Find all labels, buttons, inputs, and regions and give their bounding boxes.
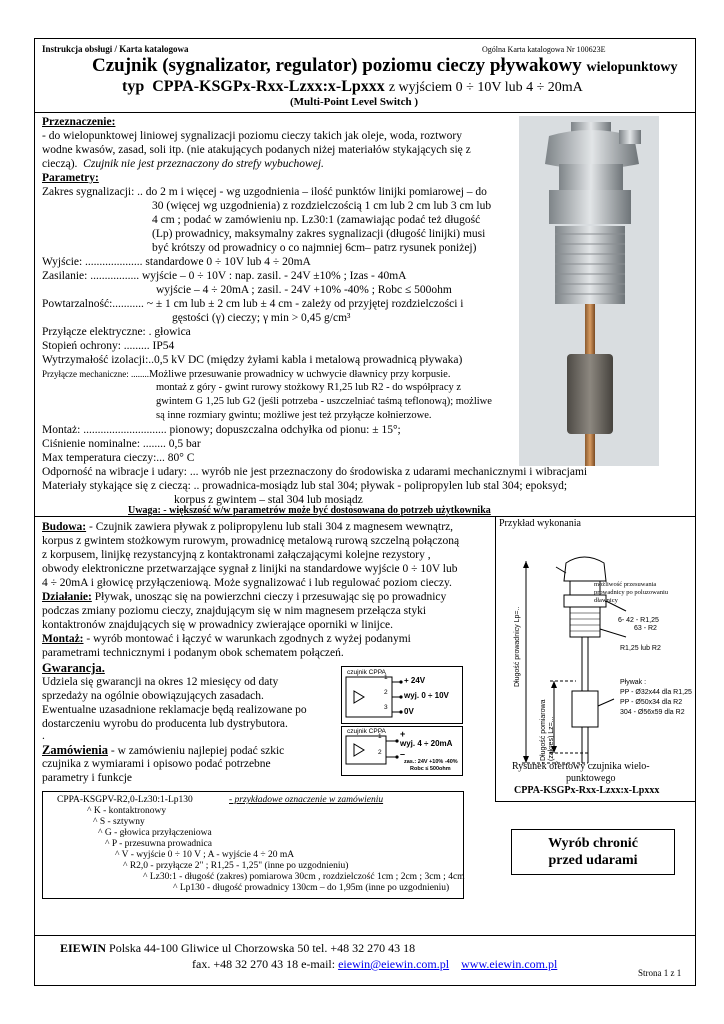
warranty-dot: . — [42, 730, 45, 742]
param-ip: Stopień ochrony: ......... IP54 — [42, 340, 175, 352]
param-mech: są inne rozmiary gwintu; możliwe jest też przyłącze kołnierzowe. — [156, 410, 432, 421]
sensor-image — [519, 116, 659, 466]
example-len-meas: Długość pomiarowa (zakres) Lz=... — [540, 699, 555, 761]
order-code-v: ^ V - wyjście 0 ÷ 10 V ; A - wyjście 4 ÷ 20 mA — [115, 850, 295, 860]
param-vibration: Odporność na wibracje i udary: ... wyrób nie jest przeznaczony do środowiska z udarami mechanicznymi i wibracjami — [42, 466, 588, 478]
example-thread: 6- 42 - R1,25 — [618, 617, 659, 624]
param-mount: Montaż: ............................. pionowy; dopuszczalna odchyłka od pionu: ± 15°; — [42, 424, 401, 436]
build-line: obwody elektroniczne przetwarzające sygnał z linijki na standardowe wyjście 0 ÷ 10V lub — [42, 563, 458, 575]
wiring-v-zero: 0V — [404, 707, 414, 716]
param-range: Zakres sygnalizacji: .. do 2 m i więcej - wg uzgodnienia – ilość punktów linijki pomiarowej – do — [42, 186, 487, 198]
footer-address: EIEWIN Polska 44-100 Gliwice ul Chorzowska 50 tel. +48 32 270 43 18 — [60, 941, 416, 955]
param-temp: Max temperatura cieczy:... 80° C — [42, 452, 195, 464]
wiring-v-pin: 2 — [384, 689, 388, 696]
order-code-g: ^ G - głowica przyłączeniowa — [98, 828, 212, 838]
param-repeatability: Powtarzalność:........... ~ ± 1 cm lub ± 2 cm lub ± 4 cm - zależy od przyjętej rozdzielczości i — [42, 298, 464, 310]
title-line3: (Multi-Point Level Switch ) — [290, 96, 419, 108]
warranty-line: dostarczeniu wyrobu do producenta lub dystrybutora. — [42, 718, 288, 730]
warranty-heading: Gwarancja. — [42, 661, 105, 675]
example-len-guide: Długość prowadnicy Lp=.. — [514, 606, 521, 687]
install-line: Montaż: - wyrób montować i łączyć w warunkach zgodnych z wyżej podanymi — [42, 633, 411, 645]
example-ann: możliwość przesuwania — [594, 581, 657, 588]
wiring-diagram-voltage — [341, 666, 463, 724]
warning-line: przed udarami — [548, 853, 638, 868]
catalog-number: Ogólna Karta katalogowa Nr 100623E — [482, 45, 606, 54]
example-ann: dławnicy — [594, 597, 618, 604]
param-supply: wyjście – 4 ÷ 20mA ; zasil. - 24V +10% -40% ; Robc ≤ 500ohm — [156, 284, 452, 296]
orders-line: Zamówienia - w zamówieniu najlepiej podać szkic — [42, 743, 285, 757]
website-link[interactable]: www.eiewin.com.pl — [461, 957, 558, 971]
impact-warning — [511, 829, 675, 875]
order-code-note: - przykładowe oznaczenie w zamówieniu — [229, 795, 384, 805]
orders-line: parametry i funkcje — [42, 772, 133, 784]
warranty-line: Ewentualne uzasadnione reklamacje będą realizowane po — [42, 704, 307, 716]
order-code-p: ^ P - przesuwna prowadnica — [105, 839, 212, 849]
order-code-box — [42, 791, 464, 899]
example-float: 304 - Ø56x59 dla R2 — [620, 709, 685, 716]
example-thread: R1,25 lub R2 — [620, 645, 661, 652]
param-range: (Lp) prowadnicy, maksymalny zakres sygnalizacji (długość linijki) musi — [152, 228, 486, 240]
wiring-c-minus: – — [400, 749, 406, 759]
wiring-c-title: czujnik CPPA — [347, 728, 386, 735]
install-line: parametrami technicznymi i podanym obok schematem połączeń. — [42, 647, 344, 659]
param-supply: Zasilanie: ................. wyjście – 0 ÷ 10V : nap. zasil. - 24V ±10% ; Izas - 40mA — [42, 270, 407, 282]
operation-line: Działanie: Pływak, unosząc się na powierzchni cieczy i przesuwając się po prowadnicy — [42, 591, 447, 603]
build-line: 4 ÷ 20mA i głowicę przyłączeniową. Może sygnalizować i lub regulować poziom cieczy. — [42, 577, 452, 589]
param-materials: korpus z gwintem – stal 304 lub mosiądz — [174, 494, 363, 506]
build-line: z korpusem, linijkę rezystancyjną z kontaktronami załączającymi kolejne rezystory , — [42, 549, 431, 561]
param-electric: Przyłącze elektryczne: . głowica — [42, 326, 191, 338]
example-caption-model: CPPA-KSGPx-Rxx-Lzxx:x-Lpxxx — [514, 785, 660, 796]
wiring-c-pin: 2 — [378, 749, 382, 756]
param-pressure: Ciśnienie nominalne: ........ 0,5 bar — [42, 438, 201, 450]
title-line2: typ CPPA-KSGPx-Rxx-Lzxx:x-Lpxxx z wyjściem 0 ÷ 10V lub 4 ÷ 20mA — [122, 78, 583, 95]
email-link[interactable]: eiewin@eiewin.com.pl — [338, 957, 450, 971]
purpose-heading: Przeznaczenie: — [42, 116, 116, 128]
wiring-v-pin: 3 — [384, 704, 388, 711]
operation-line: podczas zmiany poziomu cieczy, znajdującym się w nim magnesem przełącza styki — [42, 605, 427, 617]
param-mech: montaż z góry - gwint rurowy stożkowy R1,25 lub R2 - do współpracy z — [156, 382, 462, 393]
param-materials: Materiały stykające się z cieczą: .. prowadnica-mosiądz lub stal 304; pływak - polipropylen lub stal 304; epoksyd; — [42, 480, 568, 492]
example-float: PP - Ø32x44 dla R1,25 — [620, 689, 692, 696]
example-drawing — [496, 531, 695, 771]
example-ann: prowadnicy po poluzowaniu — [594, 589, 669, 596]
wiring-diagram-current — [341, 726, 463, 776]
wiring-v-pin: 1 — [384, 674, 388, 681]
warning-line: Wyrób chronić — [548, 836, 638, 851]
wiring-c-pin: 1 — [378, 733, 382, 740]
warranty-line: sprzedaży na ogólnie obowiązujących zasadach. — [42, 690, 264, 702]
orders-line: czujnika z wymiarami i opisowo podać potrzebne — [42, 758, 271, 770]
wiring-c-note: Robc ≤ 500ohm — [410, 766, 451, 772]
order-code-r: ^ R2,0 - przyłącze 2" ; R1,25 - 1,25" (inne po uzgodnieniu) — [123, 861, 349, 871]
example-caption: Rysunek ofertowy czujnika wielo- — [512, 761, 650, 772]
param-range: być krótszy od prowadnicy o co najmniej 6cm– patrz rysunek poniżej) — [152, 242, 477, 254]
example-drawing-box — [495, 516, 696, 802]
purpose-line: cieczą). Czujnik nie jest przeznaczony do strefy wybuchowej. — [42, 158, 324, 170]
example-float-heading: Pływak : — [620, 679, 647, 686]
params-heading: Parametry: — [42, 172, 99, 184]
page-number: Strona 1 z 1 — [638, 968, 682, 978]
order-code: CPPA-KSGPV-R2,0-Lz30:1-Lp130 — [57, 795, 193, 805]
param-insulation: Wytrzymałość izolacji:..0,5 kV DC (między żyłami kabla i metalową prowadnicą pływaka) — [42, 354, 463, 366]
footer-contact: fax. +48 32 270 43 18 e-mail: eiewin@eiewin.com.pl www.eiewin.com.pl — [192, 957, 558, 971]
purpose-line: wodne kwasów, zasad, soli itp. (nie atakujących podanych niżej materiałów stykających się z — [42, 144, 471, 156]
order-code-lp: ^ Lp130 - długość prowadnicy 130cm – do 1,95m (inne po uzgodnieniu) — [173, 883, 450, 893]
wiring-c-out: wyj. 4 ÷ 20mA — [400, 739, 453, 748]
doc-type: Instrukcja obsługi / Karta katalogowa — [42, 44, 189, 54]
footer-divider — [34, 935, 696, 936]
product-photo — [519, 116, 659, 466]
example-caption: punktowego — [566, 773, 616, 784]
operation-line: kontaktronów znajdujących się w prowadnicy zwierające oporniki w linijce. — [42, 619, 393, 631]
purpose-line: - do wielopunktowej liniowej sygnalizacji poziomu cieczy takich jak oleje, woda, roztwory — [42, 130, 462, 142]
param-mech: gwintem G 1,25 lub G2 (jeśli potrzeba - uszczelniać taśmą teflonową); możliwe — [156, 396, 492, 407]
param-output: Wyjście: .................... standardowe 0 ÷ 10V lub 4 ÷ 20mA — [42, 256, 311, 268]
order-code-lz: ^ Lz30:1 - długość (zakres) pomiarowa 30cm , rozdzielczość 1cm ; 2cm ; 3cm ; 4cm — [143, 872, 465, 882]
build-line: korpus z gwintem stożkowym rurowym, prowadnicę metalową rurową szczelną połączoną — [42, 535, 460, 547]
wiring-v-plus: + 24V — [404, 676, 426, 685]
wiring-c-note: zas.: 24V +10% -40% — [404, 759, 458, 765]
wiring-c-plus: + — [400, 729, 406, 739]
param-repeatability: gęstości (γ) cieczy; γ min > 0,45 g/cm³ — [172, 312, 351, 324]
example-float: PP - Ø50x34 dla R2 — [620, 699, 683, 706]
title-line1: Czujnik (sygnalizator, regulator) poziomu cieczy pływakowy wielopunktowy — [92, 55, 678, 76]
params-note: Uwaga: - większość w/w parametrów może być dostosowana do potrzeb użytkownika — [128, 505, 491, 516]
warranty-line: Udziela się gwarancji na okres 12 miesięcy od daty — [42, 676, 279, 688]
param-mech-label: Przyłącze mechaniczne: ........Możliwe przesuwanie prowadnicy w uchwycie dławnicy przy korpusie. — [42, 369, 451, 380]
order-code-s: ^ S - sztywny — [93, 817, 145, 827]
example-title: Przykład wykonania — [499, 518, 581, 529]
order-code-k: ^ K - kontaktronowy — [87, 806, 167, 816]
param-range: 4 cm ; podać w zamówieniu np. Lz30:1 (zamawiając podać też długość — [152, 214, 481, 226]
wiring-v-out: wyj. 0 ÷ 10V — [404, 691, 449, 700]
build-line: Budowa: - Czujnik zawiera pływak z polipropylenu lub stali 304 z magnesem wewnątrz, — [42, 521, 454, 533]
param-range: 30 (więcej wg uzgodnienia) z rozdzielczością 1 cm lub 2 cm lub 3 cm lub — [152, 200, 492, 212]
example-thread: 63 - R2 — [634, 625, 657, 632]
wiring-v-title: czujnik CPPA — [347, 669, 386, 676]
title-divider — [34, 112, 696, 113]
